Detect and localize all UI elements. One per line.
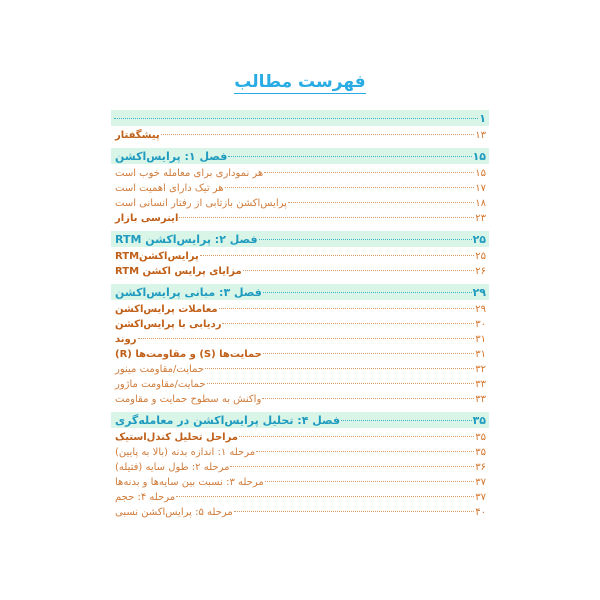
toc-entry-label: حمایت‌ها (S) و مقاومت‌ها (R) — [115, 348, 262, 360]
toc-entry-row[interactable] — [111, 360, 489, 375]
toc-page-number: ۲۹ — [475, 303, 486, 315]
toc-page-number: ۳۱ — [475, 348, 486, 360]
toc-page-number: ۱ — [479, 111, 486, 125]
toc-page-number: ۳۵ — [472, 413, 486, 427]
toc-entry-label: مرحله ۳: نسبت بین سایه‌ها و بدنه‌ها — [115, 476, 264, 488]
page-title-container — [0, 0, 600, 102]
toc-page-number: ۳۶ — [475, 461, 486, 473]
toc-entry-row[interactable] — [111, 330, 489, 345]
dot-leader — [114, 111, 478, 122]
toc-entry-list — [0, 110, 600, 518]
dot-leader — [262, 391, 474, 402]
toc-page-number: ۳۵ — [475, 446, 486, 458]
toc-entry-row[interactable] — [111, 315, 489, 330]
toc-chapter-row[interactable] — [111, 284, 489, 300]
toc-chapter-row[interactable] — [111, 412, 489, 428]
toc-page-number: ۳۵ — [475, 431, 486, 443]
toc-page-number: ۴۰ — [475, 506, 486, 518]
dot-leader — [243, 263, 475, 274]
toc-page-number: ۳۷ — [475, 476, 486, 488]
toc-entry-row[interactable] — [111, 428, 489, 443]
dot-leader — [264, 165, 474, 176]
dot-leader — [225, 180, 475, 191]
toc-entry-label: هر نموداری برای معامله خوب است — [115, 167, 264, 179]
toc-chapter-row[interactable] — [111, 110, 489, 126]
toc-entry-row[interactable] — [111, 179, 489, 194]
toc-page-number: ۲۵ — [472, 232, 486, 246]
dot-leader — [161, 127, 475, 138]
toc-page-number: ۱۵ — [475, 167, 486, 179]
toc-entry-label: مرحله ۵: پرایس‌اکشن نسبی — [115, 506, 233, 518]
toc-page-number: ۳۰ — [475, 318, 486, 330]
toc-entry-label: اینرسی بازار — [115, 212, 179, 224]
toc-page-number: ۳۱ — [475, 333, 486, 345]
toc-entry-label: پرایس‌اکشنRTM — [115, 250, 199, 262]
toc-entry-label: ردیابی با پرایس‌اکشن — [115, 318, 222, 330]
toc-page-number: ۲۶ — [475, 265, 486, 277]
toc-entry-label: پیشگفتار — [115, 129, 160, 141]
toc-entry-label: واکنش به سطوح حمایت و مقاومت — [115, 393, 262, 405]
dot-leader — [263, 285, 472, 296]
toc-entry-row[interactable] — [111, 458, 489, 473]
toc-page-number: ۳۳ — [475, 378, 486, 390]
toc-entry-row[interactable] — [111, 390, 489, 405]
dot-leader — [179, 210, 474, 221]
toc-entry-row[interactable] — [111, 503, 489, 518]
dot-leader — [239, 429, 474, 440]
toc-entry-row[interactable] — [111, 262, 489, 277]
toc-entry-row[interactable] — [111, 488, 489, 503]
toc-entry-row[interactable] — [111, 300, 489, 315]
toc-page-number: ۳۲ — [475, 363, 486, 375]
toc-chapter-row[interactable] — [111, 148, 489, 164]
toc-entry-row[interactable] — [111, 247, 489, 262]
toc-entry-label: هر تیک دارای اهمیت است — [115, 182, 224, 194]
dot-leader — [138, 331, 475, 342]
toc-entry-label: حمایت/مقاومت ماژور — [115, 378, 206, 390]
toc-page-number: ۳۷ — [475, 491, 486, 503]
dot-leader — [205, 361, 474, 372]
toc-entry-row[interactable] — [111, 194, 489, 209]
dot-leader — [288, 195, 474, 206]
toc-entry-label: مرحله ۱: اندازه بدنه (بالا به پایین) — [115, 446, 256, 458]
toc-section-gap — [0, 277, 600, 284]
toc-page-number: ۲۵ — [475, 250, 486, 262]
dot-leader — [234, 504, 475, 515]
dot-leader — [230, 459, 474, 470]
toc-entry-label: پرایس‌اکشن بازتابی از رفتار انسانی است — [115, 197, 287, 209]
page-title: فهرست مطالب — [234, 72, 366, 92]
toc-entry-label: مرحله ۲: طول سایه (فتیله) — [115, 461, 230, 473]
toc-entry-row[interactable] — [111, 473, 489, 488]
toc-entry-row[interactable] — [111, 345, 489, 360]
toc-page-number: ۱۳ — [475, 129, 486, 141]
dot-leader — [259, 232, 472, 243]
toc-entry-label: معاملات پرایس‌اکشن — [115, 303, 218, 315]
toc-section-gap — [0, 405, 600, 412]
dot-leader — [222, 316, 474, 327]
toc-entry-label: فصل ۴: تحلیل پرایس‌اکشن در معامله‌گری — [115, 413, 341, 427]
toc-entry-label: روند — [115, 333, 137, 345]
dot-leader — [176, 489, 474, 500]
toc-entry-label: فصل ۱: پرایس‌اکشن — [115, 149, 228, 163]
toc-page-number: ۱۵ — [472, 149, 486, 163]
toc-entry-label: حمایت/مقاومت مینور — [115, 363, 205, 375]
toc-entry-row[interactable] — [111, 375, 489, 390]
toc-entry-label: مراحل تحلیل کندل‌استیک — [115, 431, 239, 443]
dot-leader — [256, 444, 474, 455]
toc-section-gap — [0, 141, 600, 148]
dot-leader — [263, 346, 474, 357]
dot-leader — [207, 376, 475, 387]
toc-entry-label: فصل ۲: پرایس‌اکشن RTM — [115, 232, 258, 246]
toc-page-number: ۳۳ — [475, 393, 486, 405]
toc-entry-label: مرحله ۴: حجم — [115, 491, 176, 503]
toc-page-number: ۱۸ — [475, 197, 486, 209]
toc-page-number: ۱۷ — [475, 182, 486, 194]
dot-leader — [265, 474, 475, 485]
toc-entry-row[interactable] — [111, 443, 489, 458]
dot-leader — [200, 248, 475, 259]
toc-page-number: ۲۳ — [475, 212, 486, 224]
dot-leader — [228, 149, 471, 160]
toc-entry-row[interactable] — [111, 209, 489, 224]
toc-entry-label: فصل ۳: مبانی پرایس‌اکشن — [115, 285, 262, 299]
toc-section-gap — [0, 224, 600, 231]
toc-entry-label: مزایای پرایس اکشن RTM — [115, 265, 242, 277]
dot-leader — [341, 413, 471, 424]
toc-entry-row[interactable] — [111, 126, 489, 141]
toc-chapter-row[interactable] — [111, 231, 489, 247]
dot-leader — [219, 301, 475, 312]
toc-entry-row[interactable] — [111, 164, 489, 179]
toc-page-number: ۲۹ — [472, 285, 486, 299]
